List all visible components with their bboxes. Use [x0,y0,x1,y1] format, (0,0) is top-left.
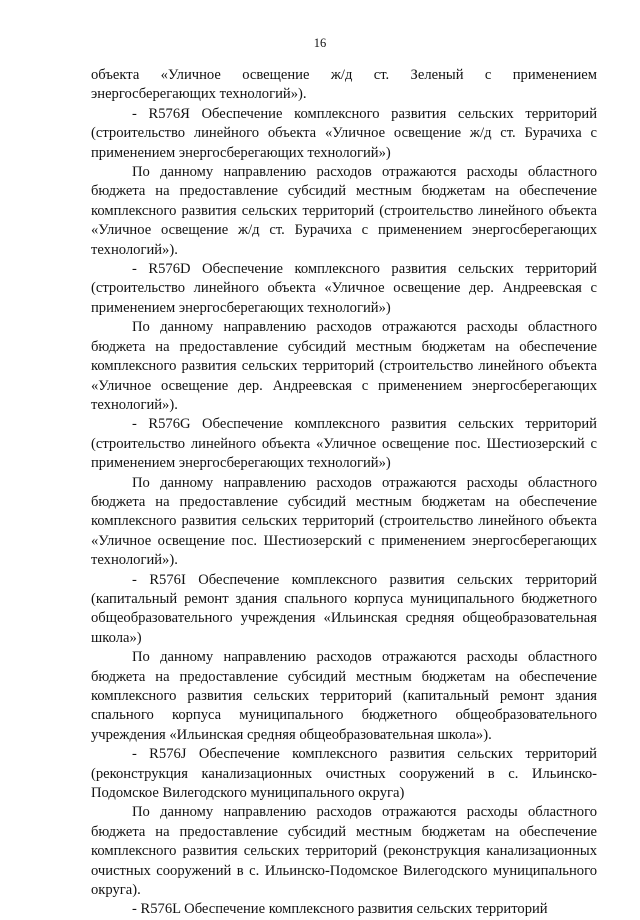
paragraph-description: По данному направлению расходов отражаются расходы областного бюджета на предоставление субсидий местным бюджетам на обеспечение комплексного развития сельских территорий (строительство линейного объекта «Уличное освещение пос. Шестиозерский с применением энергосберегающих технологий»). [91,474,597,569]
paragraph-description: По данному направлению расходов отражаются расходы областного бюджета на предоставление субсидий местным бюджетам на обеспечение комплексного развития сельских территорий (реконструкция канализационных очистных сооружений в с. Ильинско-Подомское Вилегодского муниципального округа). [91,804,597,899]
document-body [91,66,597,920]
page-number: 16 [313,36,327,50]
paragraph-description: По данному направлению расходов отражаются расходы областного бюджета на предоставление субсидий местным бюджетам на обеспечение комплексного развития сельских территорий (строительство линейного объекта «Уличное освещение дер. Андреевская с применением энергосберегающих технологий»). [91,319,597,413]
paragraph-item-r576l: - R576L Обеспечение комплексного развития сельских территорий [132,901,548,918]
paragraph-description: По данному направлению расходов отражаются расходы областного бюджета на предоставление субсидий местным бюджетам на обеспечение комплексного развития сельских территорий (строительство линейного объекта «Уличное освещение ж/д ст. Бурачиха с применением энергосберегающих технологий»). [91,164,597,258]
paragraph-continuation: объекта «Уличное освещение ж/д ст. Зеленый с применением энергосберегающих технологий»). [91,67,597,103]
paragraph-item-r576g: - R576G Обеспечение комплексного развития сельских территорий (строительство линейного объекта «Уличное освещение пос. Шестиозерский с применением энергосберегающих технологий») [91,416,597,472]
paragraph-item-r576d: - R576D Обеспечение комплексного развития сельских территорий (строительство линейного объекта «Уличное освещение дер. Андреевская с применением энергосберегающих технологий») [91,261,597,316]
paragraph-item-r576j: - R576J Обеспечение комплексного развития сельских территорий (реконструкция канализационных очистных сооружений в с. Ильинско-Подомское Вилегодского муниципального округа) [91,746,597,802]
paragraph-item-r576ya: - R576Я Обеспечение комплексного развития сельских территорий (строительство линейного объекта «Уличное освещение ж/д ст. Бурачиха с применением энергосберегающих технологий») [91,105,597,161]
paragraph-description: По данному направлению расходов отражаются расходы областного бюджета на предоставление субсидий местным бюджетам на обеспечение комплексного развития сельских территорий (капитальный ремонт здания спального корпуса муниципального бюджетного общеобразовательного учреждения «Ильинская средняя общеобразовательная школа»). [91,649,597,743]
paragraph-item-r576i: - R576I Обеспечение комплексного развития сельских территорий (капитальный ремонт здания спального корпуса муниципального бюджетного общеобразовательного учреждения «Ильинская средняя общеобразовательная школа») [91,571,597,646]
